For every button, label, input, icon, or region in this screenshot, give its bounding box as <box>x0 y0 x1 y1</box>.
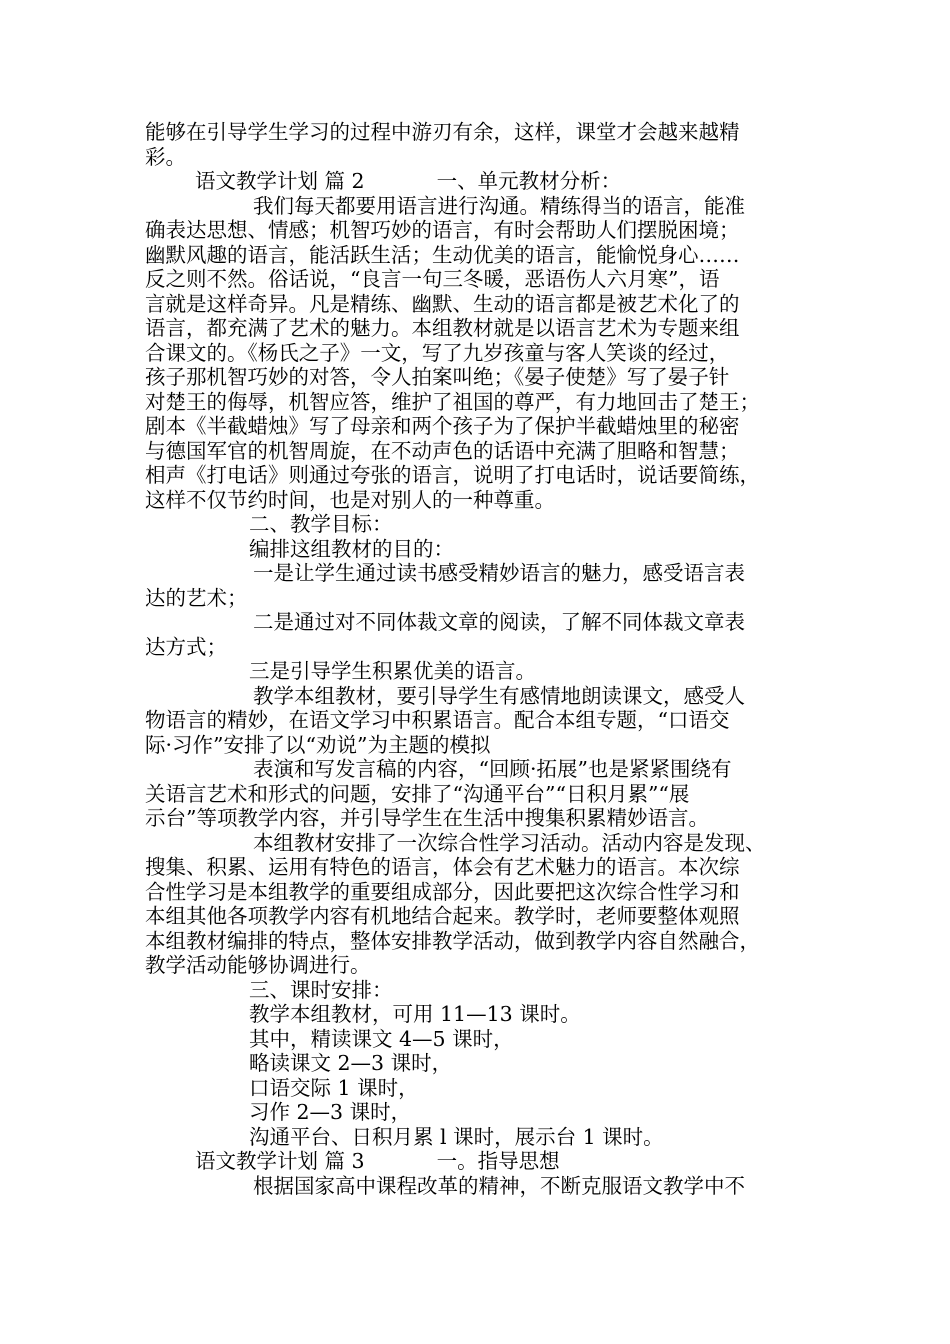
paragraph-first-line: 教学本组教材，要引导学生有感情地朗读课文，感受人 <box>253 683 745 708</box>
subsection-title: 一、单元教材分析： <box>436 169 622 193</box>
section-heading-line <box>145 169 815 194</box>
text-line: 本组教材编排的特点，整体安排教学活动，做到教学内容自然融合， <box>145 928 760 953</box>
text-line: 本组其他各项教学内容有机地结合起来。教学时，老师要整体观照 <box>145 904 740 928</box>
section-title: 语文教学计划 篇 2 <box>195 169 365 193</box>
text-line: 教学活动能够协调进行。 <box>145 953 371 977</box>
subsection-title: 二、教学目标： <box>249 512 393 536</box>
paragraph-first-line: 二是通过对不同体裁文章的阅读，了解不同体裁文章表 <box>253 610 745 634</box>
text-line: 三是引导学生积累优美的语言。 <box>249 659 536 683</box>
text-line: 达方式； <box>145 634 227 659</box>
text-line: 确表达思想、情感；机智巧妙的语言，有时会帮助人们摆脱困境； <box>145 218 740 242</box>
section-title: 语文教学计划 篇 3 <box>195 1149 365 1173</box>
text-line: 言就是这样奇异。凡是精练、幽默、生动的语言都是被艺术化了的 <box>145 291 740 316</box>
text-line: 剧本《半截蜡烛》写了母亲和两个孩子为了保护半截蜡烛里的秘密 <box>145 414 740 438</box>
paragraph-first-line: 一是让学生通过读书感受精妙语言的魅力，感受语言表 <box>253 561 745 585</box>
text-line: 幽默风趣的语言，能活跃生活；生动优美的语言，能愉悦身心…… <box>145 242 740 267</box>
text-line: 孩子那机智巧妙的对答，令人拍案叫绝；《晏子使楚》写了晏子针 <box>145 365 730 389</box>
paragraph-first-line: 我们每天都要用语言进行沟通。精练得当的语言，能准 <box>253 193 745 218</box>
text-line: 其中，精读课文 4—5 课时， <box>249 1026 514 1051</box>
text-line: 编排这组教材的目的： <box>249 536 454 561</box>
text-line: 搜集、积累、运用有特色的语言，体会有艺术魅力的语言。本次综 <box>145 855 740 879</box>
paragraph-first-line: 本组教材安排了一次综合性学习活动。活动内容是发现、 <box>253 830 766 855</box>
text-line: 合课文的。《杨氏之子》一文，写了九岁孩童与客人笑谈的经过， <box>145 340 730 365</box>
text-line: 这样不仅节约时间，也是对别人的一种尊重。 <box>145 487 555 512</box>
text-line: 反之则不然。俗话说，“良言一句三冬暖，恶语伤人六月寒”，语 <box>145 267 720 291</box>
text-line: 略读课文 2—3 课时， <box>249 1051 453 1075</box>
text-line: 达的艺术； <box>145 585 248 610</box>
text-line: 能够在引导学生学习的过程中游刃有余，这样，课堂才会越来越精 <box>145 120 740 144</box>
section-heading-line <box>145 1149 815 1174</box>
paragraph-first-line: 表演和写发言稿的内容，“回顾·拓展”也是紧紧围绕有 <box>253 757 732 781</box>
text-line: 对楚王的侮辱，机智应答，维护了祖国的尊严，有力地回击了楚王； <box>145 389 760 414</box>
text-line: 彩。 <box>145 144 186 169</box>
text-line: 际·习作”安排了以“劝说”为主题的模拟 <box>145 732 491 757</box>
subsection-title: 三、课时安排： <box>249 977 393 1002</box>
text-line: 相声《打电话》则通过夸张的语言，说明了打电话时，说话要简练， <box>145 463 760 487</box>
text-line: 示台”等项教学内容，并引导学生在生活中搜集积累精妙语言。 <box>145 806 709 830</box>
text-line: 口语交际 1 课时， <box>249 1075 419 1100</box>
text-line: 关语言艺术和形式的问题，安排了“沟通平台”“日积月累”“展 <box>145 781 690 806</box>
subsection-title: 一。指导思想 <box>436 1149 560 1173</box>
text-line: 物语言的精妙，在语文学习中积累语言。配合本组专题，“口语交 <box>145 708 730 732</box>
paragraph-first-line: 根据国家高中课程改革的精神，不断克服语文教学中不 <box>253 1173 745 1198</box>
document-body <box>145 120 815 1198</box>
text-line: 与德国军官的机智周旋，在不动声色的话语中充满了胆略和智慧； <box>145 438 740 463</box>
text-line: 习作 2—3 课时， <box>249 1100 412 1124</box>
text-line: 教学本组教材，可用 11—13 课时。 <box>249 1002 581 1026</box>
text-line: 沟通平台、日积月累 l 课时，展示台 1 课时。 <box>249 1124 664 1149</box>
text-line: 语言，都充满了艺术的魅力。本组教材就是以语言艺术为专题来组 <box>145 316 740 340</box>
text-line: 合性学习是本组教学的重要组成部分，因此要把这次综合性学习和 <box>145 879 740 904</box>
